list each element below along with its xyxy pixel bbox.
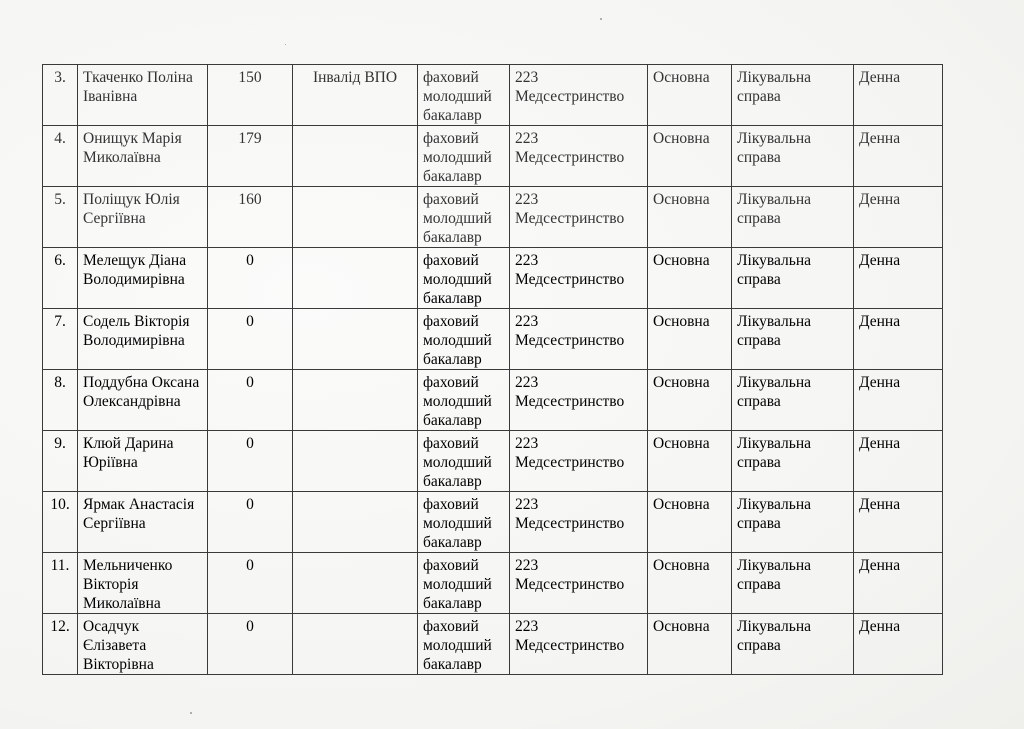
score-value: 0 <box>246 313 254 330</box>
specialty-cell <box>510 248 648 309</box>
funding-basis: Основна <box>653 496 710 513</box>
table-row <box>43 614 943 675</box>
row-number-cell <box>43 553 78 614</box>
educational-program-cell <box>732 309 854 370</box>
row-number-cell <box>43 431 78 492</box>
study-form-cell <box>854 492 943 553</box>
education-level-cell <box>418 65 510 126</box>
study-form-cell <box>854 553 943 614</box>
row-number-cell <box>43 65 78 126</box>
score-value: 160 <box>238 191 262 208</box>
row-number: 3. <box>54 69 66 86</box>
education-level-cell <box>418 431 510 492</box>
student-name: Ткаченко Поліна Іванівна <box>83 69 193 105</box>
student-name-cell <box>78 553 208 614</box>
score-value: 0 <box>246 496 254 513</box>
educational-program: Лікувальна справа <box>737 191 811 227</box>
educational-program-cell <box>732 187 854 248</box>
educational-program-cell <box>732 431 854 492</box>
education-level-cell <box>418 187 510 248</box>
row-number: 8. <box>54 374 66 391</box>
table-row <box>43 126 943 187</box>
score-value: 0 <box>246 252 254 269</box>
student-name: Ярмак Анастасія Сергіївна <box>83 496 195 532</box>
student-name-cell <box>78 492 208 553</box>
table-body <box>43 65 943 675</box>
education-level: фаховий молодший бакалавр <box>423 130 492 185</box>
score-value-cell <box>208 126 293 187</box>
funding-basis-cell <box>648 431 732 492</box>
funding-basis-cell <box>648 309 732 370</box>
row-number: 10. <box>50 496 70 513</box>
row-number: 6. <box>54 252 66 269</box>
table-row <box>43 65 943 126</box>
specialty: 223 Медсестринство <box>515 374 625 410</box>
educational-program: Лікувальна справа <box>737 618 811 654</box>
educational-program: Лікувальна справа <box>737 252 811 288</box>
study-form-cell <box>854 614 943 675</box>
study-form: Денна <box>859 496 901 513</box>
study-form-cell <box>854 248 943 309</box>
score-value-cell <box>208 65 293 126</box>
specialty: 223 Медсестринство <box>515 69 625 105</box>
specialty-cell <box>510 553 648 614</box>
specialty: 223 Медсестринство <box>515 557 625 593</box>
education-level: фаховий молодший бакалавр <box>423 374 492 429</box>
specialty: 223 Медсестринство <box>515 130 625 166</box>
funding-basis-cell <box>648 65 732 126</box>
funding-basis: Основна <box>653 374 710 391</box>
student-name-cell <box>78 431 208 492</box>
table-row <box>43 248 943 309</box>
education-level-cell <box>418 370 510 431</box>
score-value: 0 <box>246 374 254 391</box>
study-form-cell <box>854 126 943 187</box>
funding-basis-cell <box>648 492 732 553</box>
privilege-category-cell <box>293 126 418 187</box>
funding-basis: Основна <box>653 191 710 208</box>
table-row <box>43 553 943 614</box>
study-form: Денна <box>859 130 901 147</box>
funding-basis: Основна <box>653 252 710 269</box>
score-value-cell <box>208 492 293 553</box>
specialty-cell <box>510 431 648 492</box>
specialty: 223 Медсестринство <box>515 435 625 471</box>
specialty-cell <box>510 492 648 553</box>
study-form: Денна <box>859 557 901 574</box>
educational-program-cell <box>732 248 854 309</box>
education-level: фаховий молодший бакалавр <box>423 496 492 551</box>
specialty: 223 Медсестринство <box>515 191 625 227</box>
education-level-cell <box>418 126 510 187</box>
study-form: Денна <box>859 374 901 391</box>
education-level: фаховий молодший бакалавр <box>423 618 492 673</box>
score-value: 0 <box>246 435 254 452</box>
student-name-cell <box>78 65 208 126</box>
row-number-cell <box>43 492 78 553</box>
table-row <box>43 309 943 370</box>
study-form: Денна <box>859 252 901 269</box>
table-row <box>43 187 943 248</box>
score-value-cell <box>208 553 293 614</box>
scan-speck <box>285 44 286 45</box>
table-row <box>43 492 943 553</box>
education-level: фаховий молодший бакалавр <box>423 557 492 612</box>
score-value-cell <box>208 614 293 675</box>
funding-basis-cell <box>648 370 732 431</box>
student-name: Поддубна Оксана Олександрівна <box>83 374 200 410</box>
education-level: фаховий молодший бакалавр <box>423 252 492 307</box>
privilege-category-cell <box>293 187 418 248</box>
specialty-cell <box>510 370 648 431</box>
study-form: Денна <box>859 69 901 86</box>
education-level: фаховий молодший бакалавр <box>423 435 492 490</box>
specialty: 223 Медсестринство <box>515 252 625 288</box>
educational-program: Лікувальна справа <box>737 557 811 593</box>
row-number-cell <box>43 187 78 248</box>
specialty-cell <box>510 65 648 126</box>
study-form-cell <box>854 187 943 248</box>
educational-program: Лікувальна справа <box>737 374 811 410</box>
row-number-cell <box>43 309 78 370</box>
score-value: 150 <box>238 69 262 86</box>
score-value: 0 <box>246 557 254 574</box>
specialty-cell <box>510 614 648 675</box>
funding-basis-cell <box>648 553 732 614</box>
row-number: 7. <box>54 313 66 330</box>
student-name: Содель Вікторія Володимирівна <box>83 313 190 349</box>
educational-program: Лікувальна справа <box>737 313 811 349</box>
study-form: Денна <box>859 435 901 452</box>
row-number: 5. <box>54 191 66 208</box>
row-number-cell <box>43 248 78 309</box>
study-form: Денна <box>859 313 901 330</box>
education-level-cell <box>418 248 510 309</box>
privilege-category-cell <box>293 431 418 492</box>
score-value-cell <box>208 370 293 431</box>
privilege-category-cell <box>293 370 418 431</box>
row-number: 12. <box>50 618 70 635</box>
student-name: Осадчук Єлізавета Вікторівна <box>83 618 154 673</box>
specialty-cell <box>510 187 648 248</box>
education-level-cell <box>418 553 510 614</box>
funding-basis: Основна <box>653 435 710 452</box>
educational-program: Лікувальна справа <box>737 435 811 471</box>
education-level-cell <box>418 492 510 553</box>
student-name: Клюй Дарина Юріївна <box>83 435 174 471</box>
education-level: фаховий молодший бакалавр <box>423 313 492 368</box>
education-level: фаховий молодший бакалавр <box>423 69 492 124</box>
educational-program: Лікувальна справа <box>737 69 811 105</box>
funding-basis-cell <box>648 187 732 248</box>
student-name-cell <box>78 248 208 309</box>
student-name-cell <box>78 187 208 248</box>
funding-basis: Основна <box>653 313 710 330</box>
privilege-category-cell <box>293 248 418 309</box>
privilege-category-cell <box>293 65 418 126</box>
score-value: 179 <box>238 130 262 147</box>
funding-basis: Основна <box>653 618 710 635</box>
row-number: 9. <box>54 435 66 452</box>
student-name-cell <box>78 370 208 431</box>
score-value-cell <box>208 431 293 492</box>
student-name: Онищук Марія Миколаївна <box>83 130 182 166</box>
specialty-cell <box>510 126 648 187</box>
scan-speck <box>190 712 192 714</box>
student-name-cell <box>78 126 208 187</box>
student-name: Мельниченко Вікторія Миколаївна <box>83 557 173 612</box>
specialty: 223 Медсестринство <box>515 496 625 532</box>
row-number-cell <box>43 370 78 431</box>
study-form-cell <box>854 65 943 126</box>
study-form-cell <box>854 309 943 370</box>
privilege-category-cell <box>293 614 418 675</box>
row-number: 11. <box>50 557 70 574</box>
table-row <box>43 431 943 492</box>
privilege-category-cell <box>293 492 418 553</box>
score-value-cell <box>208 248 293 309</box>
privilege-category-cell <box>293 553 418 614</box>
education-level-cell <box>418 614 510 675</box>
score-value-cell <box>208 187 293 248</box>
row-number: 4. <box>54 130 66 147</box>
score-value: 0 <box>246 618 254 635</box>
funding-basis-cell <box>648 614 732 675</box>
educational-program-cell <box>732 370 854 431</box>
student-name: Мелещук Діана Володимирівна <box>83 252 187 288</box>
specialty: 223 Медсестринство <box>515 618 625 654</box>
privilege-category-cell <box>293 309 418 370</box>
educational-program-cell <box>732 553 854 614</box>
row-number-cell <box>43 614 78 675</box>
scan-speck <box>600 18 602 20</box>
specialty-cell <box>510 309 648 370</box>
row-number-cell <box>43 126 78 187</box>
enrollment-table <box>42 64 943 675</box>
funding-basis: Основна <box>653 130 710 147</box>
educational-program-cell <box>732 65 854 126</box>
study-form: Денна <box>859 191 901 208</box>
educational-program: Лікувальна справа <box>737 496 811 532</box>
educational-program-cell <box>732 614 854 675</box>
student-name: Поліщук Юлія Сергіївна <box>83 191 180 227</box>
study-form-cell <box>854 431 943 492</box>
funding-basis-cell <box>648 248 732 309</box>
education-level-cell <box>418 309 510 370</box>
specialty: 223 Медсестринство <box>515 313 625 349</box>
student-name-cell <box>78 309 208 370</box>
educational-program-cell <box>732 126 854 187</box>
privilege-category: Інвалід ВПО <box>312 69 398 86</box>
study-form: Денна <box>859 618 901 635</box>
educational-program-cell <box>732 492 854 553</box>
student-name-cell <box>78 614 208 675</box>
score-value-cell <box>208 309 293 370</box>
funding-basis: Основна <box>653 557 710 574</box>
education-level: фаховий молодший бакалавр <box>423 191 492 246</box>
funding-basis: Основна <box>653 69 710 86</box>
study-form-cell <box>854 370 943 431</box>
table-row <box>43 370 943 431</box>
educational-program: Лікувальна справа <box>737 130 811 166</box>
funding-basis-cell <box>648 126 732 187</box>
